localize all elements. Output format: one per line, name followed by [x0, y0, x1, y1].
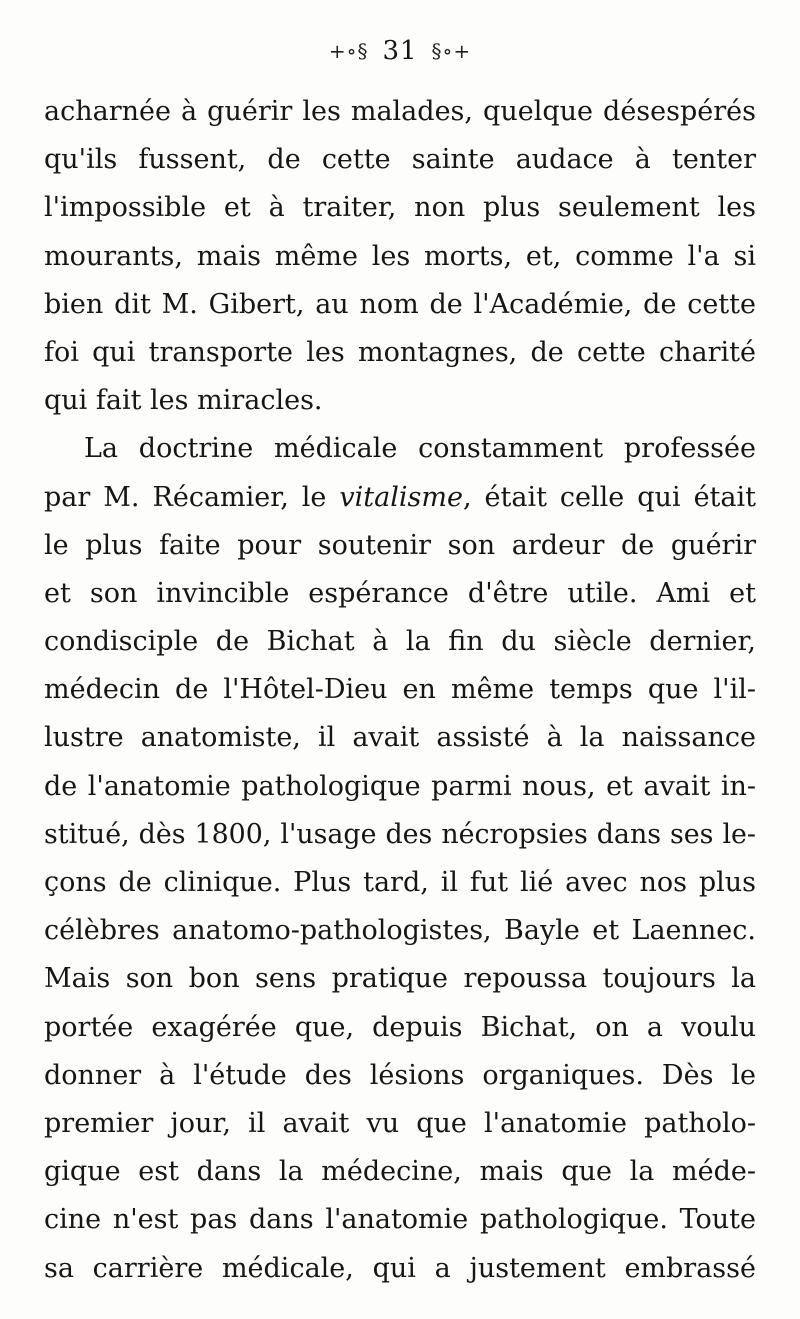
text-line: médecin de l'Hôtel-Dieu en même temps que l'il-	[44, 674, 756, 706]
text-line: foi qui transporte les montagnes, de cette charité	[44, 336, 756, 368]
text-line: çons de clinique. Plus tard, il fut lié avec nos plus	[44, 867, 756, 898]
text-line: Mais son bon sens pratique repoussa toujours la	[44, 963, 756, 995]
text-line: acharnée à guérir les malades, quelque désespérés	[44, 96, 756, 127]
text-line: sa carrière médicale, qui a justement embrassé	[44, 1252, 756, 1284]
text-line: lustre anatomiste, il avait assisté à la naissance	[44, 722, 756, 754]
text-line: le plus faite pour soutenir son ardeur de guérir	[44, 529, 756, 561]
text-line: et son invincible espérance d'être utile. Ami et	[44, 577, 756, 609]
text-line-with-italic	[44, 474, 756, 522]
text-line: bien dit M. Gibert, au nom de l'Académie, de cette	[44, 288, 756, 320]
page-number: 31	[382, 36, 418, 66]
text-line: célèbres anatomo-pathologistes, Bayle et Laennec.	[44, 915, 756, 947]
page-header	[0, 30, 800, 71]
text-line: mourants, mais même les morts, et, comme l'a si	[44, 240, 756, 272]
text-line: condisciple de Bichat à la fin du siècle dernier,	[44, 626, 756, 658]
ornament-left: +∘§	[328, 39, 369, 63]
text-line: stitué, dès 1800, l'usage des nécropsies dans ses le-	[44, 818, 756, 850]
text-run: , était celle qui était	[462, 481, 756, 513]
paragraph-start-line: La doctrine médicale constamment professée	[84, 433, 756, 465]
text-line: donner à l'étude des lésions organiques. Dès le	[44, 1059, 756, 1091]
text-line: gique est dans la médecine, mais que la méde-	[44, 1156, 756, 1188]
text-line: qu'ils fussent, de cette sainte audace à tenter	[44, 144, 756, 176]
text-line: cine n'est pas dans l'anatomie pathologique. Toute	[44, 1204, 756, 1236]
body-text	[44, 88, 756, 1293]
text-line: l'impossible et à traiter, non plus seulement les	[44, 192, 756, 224]
italic-term: vitalisme	[339, 481, 463, 513]
text-line: de l'anatomie pathologique parmi nous, et avait in-	[44, 770, 756, 802]
text-line: premier jour, il avait vu que l'anatomie patholo-	[44, 1107, 756, 1139]
paragraph-end-line: qui fait les miracles.	[44, 385, 323, 417]
text-run: par M. Récamier, le	[44, 481, 340, 513]
text-line: portée exagérée que, depuis Bichat, on a voulu	[44, 1011, 756, 1043]
ornament-right: §∘+	[431, 39, 472, 63]
